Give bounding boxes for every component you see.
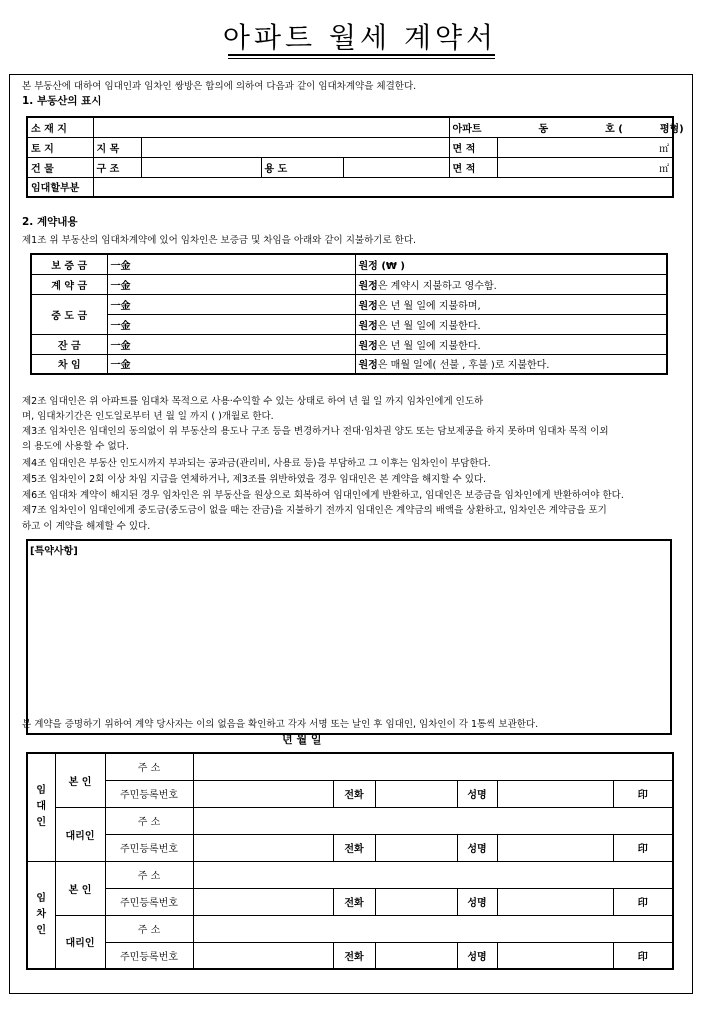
- lessor-agent-seal[interactable]: 印: [613, 834, 673, 861]
- lessor-self-seal[interactable]: 印: [613, 780, 673, 807]
- special-terms-box[interactable]: [26, 539, 672, 735]
- rent-tail-text: 은 매월 일에( 선불 , 후불 )로 지불한다.: [377, 360, 550, 372]
- middle2-amount-field[interactable]: [107, 314, 355, 334]
- lessee-self-phone-field[interactable]: [375, 888, 457, 915]
- rent-won: 원정: [358, 360, 378, 372]
- balance-tail: [355, 334, 667, 354]
- structure-label: 구 조: [93, 157, 141, 177]
- apartment-field[interactable]: [449, 117, 684, 137]
- location-label: 소 재 지: [27, 117, 93, 137]
- middle1-amount-field[interactable]: [107, 294, 355, 314]
- lessor-self-label: 본 인: [55, 753, 105, 807]
- article-7-line-2: 하고 이 계약을 해제할 수 있다.: [22, 521, 151, 532]
- deposit-tail-text: (₩ ): [381, 260, 405, 272]
- contract-date: 년 월 일: [282, 733, 322, 746]
- lessee-self-seal[interactable]: 印: [613, 888, 673, 915]
- middle1-tail: [355, 294, 667, 314]
- location-field[interactable]: [93, 117, 449, 137]
- section-1-heading: 1. 부동산의 표시: [22, 95, 102, 107]
- land-label: 토 지: [27, 137, 93, 157]
- rent-amount-field[interactable]: [107, 354, 355, 374]
- building-area-field[interactable]: [497, 157, 673, 177]
- deposit-tail[interactable]: [355, 254, 667, 274]
- use-field[interactable]: [343, 157, 449, 177]
- contract-amount-field[interactable]: [107, 274, 355, 294]
- middle-label: 중 도 금: [31, 294, 107, 334]
- lessee-agent-seal[interactable]: 印: [613, 942, 673, 969]
- lessee-agent-phone-field[interactable]: [375, 942, 457, 969]
- middle2-tail: [355, 314, 667, 334]
- contract-geum: 一金: [110, 280, 131, 292]
- article-3-line-1: 제3조 임차인은 임대인의 동의없이 위 부동산의 용도나 구조 등을 변경하거나 전대·임차권 양도 또는 담보제공을 하지 못하며 임대차 목적 이외: [22, 426, 609, 437]
- middle2-geum: 一金: [110, 320, 131, 332]
- lessee-self-id-label: 주민등록번호: [105, 888, 193, 915]
- parties-table: [26, 752, 674, 970]
- article-2-line-1: 제2조 임대인은 위 아파트를 임대차 목적으로 사용·수익할 수 있는 상태로 하여 년 월 일 까지 임차인에게 인도하: [22, 396, 484, 407]
- contract-tail-text: 은 계약시 지불하고 영수함.: [377, 280, 497, 292]
- lessor-self-phone-field[interactable]: [375, 780, 457, 807]
- lessee-label: 임 차 인: [27, 861, 55, 969]
- ho-label: 호 (: [605, 123, 623, 135]
- lessor-agent-name-field[interactable]: [497, 834, 613, 861]
- article-6: 제6조 임대차 계약이 해지된 경우 임차인은 위 부동산을 원상으로 회복하여 임대인에게 반환하고, 임대인은 보증금을 임차인에게 반환하여야 한다.: [22, 490, 624, 501]
- article-3-line-2: 의 용도에 사용할 수 없다.: [22, 441, 129, 452]
- lessor-agent-address-field[interactable]: [193, 807, 673, 834]
- lessee-agent-name-field[interactable]: [497, 942, 613, 969]
- lease-part-label: 임대할부분: [27, 177, 93, 197]
- lessee-agent-label: 대리인: [55, 915, 105, 969]
- lessor-agent-address-label: 주 소: [105, 807, 193, 834]
- article-5: 제5조 임차인이 2회 이상 차임 지급을 연체하거나, 제3조를 위반하였을 경우 임대인은 본 계약을 해지할 수 있다.: [22, 474, 487, 485]
- lessee-self-label: 본 인: [55, 861, 105, 915]
- middle2-tail-text: 은 년 월 일에 지불한다.: [377, 320, 481, 332]
- land-area-field[interactable]: [497, 137, 673, 157]
- lessor-label: 임 대 인: [27, 753, 55, 861]
- property-table: [26, 116, 684, 198]
- article-1: 제1조 위 부동산의 임대차계약에 있어 임차인은 보증금 및 차임을 아래와 같이 지불하기로 한다.: [22, 235, 417, 246]
- article-2-line-2: 며, 임대차기간은 인도일로부터 년 월 일 까지 ( )개월로 한다.: [22, 411, 274, 422]
- contract-tail: [355, 274, 667, 294]
- special-terms-label: [특약사항]: [30, 546, 78, 557]
- deposit-geum: 一金: [110, 260, 131, 272]
- lessor-agent-label: 대리인: [55, 807, 105, 861]
- rent-geum: 一金: [110, 360, 131, 372]
- lessee-self-address-label: 주 소: [105, 861, 193, 888]
- lessor-self-phone-label: 전화: [333, 780, 375, 807]
- building-area-label: 면 적: [449, 157, 497, 177]
- apartment-label: 아파트: [452, 123, 482, 135]
- lessee-agent-name-label: 성명: [457, 942, 497, 969]
- lessor-agent-phone-label: 전화: [333, 834, 375, 861]
- dong-label: 동: [538, 123, 549, 135]
- lessee-agent-phone-label: 전화: [333, 942, 375, 969]
- land-area-unit: ㎡: [659, 143, 670, 155]
- contract-won: 원정: [358, 280, 378, 292]
- structure-field[interactable]: [141, 157, 261, 177]
- balance-won: 원정: [358, 340, 378, 352]
- use-label: 용 도: [261, 157, 343, 177]
- section-2-heading: 2. 계약내용: [22, 216, 78, 228]
- lessee-self-name-label: 성명: [457, 888, 497, 915]
- article-7-line-1: 제7조 임차인이 임대인에게 중도금(중도금이 없을 때는 잔금)을 지불하기 전까지 임대인은 계약금의 배액을 상환하고, 임차인은 계약금을 포기: [22, 505, 607, 516]
- lease-part-field[interactable]: [93, 177, 673, 197]
- deposit-won: 원정: [358, 260, 378, 272]
- lessor-self-id-label: 주민등록번호: [105, 780, 193, 807]
- middle1-tail-text: 은 년 월 일에 지불하며,: [377, 300, 481, 312]
- land-area-label: 면 적: [449, 137, 497, 157]
- lessee-agent-address-field[interactable]: [193, 915, 673, 942]
- title-underline: [228, 54, 495, 56]
- middle1-geum: 一金: [110, 300, 131, 312]
- lessee-agent-id-label: 주민등록번호: [105, 942, 193, 969]
- lessor-self-name-label: 성명: [457, 780, 497, 807]
- lessor-self-address-label: 주 소: [105, 753, 193, 780]
- contract-label: 계 약 금: [31, 274, 107, 294]
- lessor-agent-phone-field[interactable]: [375, 834, 457, 861]
- balance-amount-field[interactable]: [107, 334, 355, 354]
- middle1-won: 원정: [358, 300, 378, 312]
- title-underline-2: [228, 58, 495, 59]
- lessee-agent-id-field[interactable]: [193, 942, 333, 969]
- balance-label: 잔 금: [31, 334, 107, 354]
- rent-tail: [355, 354, 667, 374]
- middle2-won: 원정: [358, 320, 378, 332]
- deposit-label: 보 증 금: [31, 254, 107, 274]
- rent-label: 차 임: [31, 354, 107, 374]
- lessor-self-id-field[interactable]: [193, 780, 333, 807]
- balance-tail-text: 은 년 월 일에 지불한다.: [377, 340, 481, 352]
- lessee-self-phone-label: 전화: [333, 888, 375, 915]
- intro-text: 본 부동산에 대하여 임대인과 임차인 쌍방은 합의에 의하여 다음과 같이 임대차계약을 체결한다.: [22, 81, 417, 92]
- lessor-agent-id-label: 주민등록번호: [105, 834, 193, 861]
- balance-geum: 一金: [110, 340, 131, 352]
- closing-text: 본 계약을 증명하기 위하여 계약 당사자는 이의 없음을 확인하고 각자 서명 또는 날인 후 임대인, 임차인이 각 1통씩 보관한다.: [22, 719, 539, 730]
- pyeong-label: 평형): [659, 123, 684, 135]
- lessor-self-name-field[interactable]: [497, 780, 613, 807]
- deposit-amount-field[interactable]: [107, 254, 355, 274]
- article-4: 제4조 임대인은 부동산 인도시까지 부과되는 공과금(관리비, 사용료 등)을 부담하고 그 이후는 임차인이 부담한다.: [22, 458, 491, 469]
- document-title: 아파트 월세 계약서: [222, 21, 498, 54]
- lessee-self-name-field[interactable]: [497, 888, 613, 915]
- lessee-agent-address-label: 주 소: [105, 915, 193, 942]
- lessor-self-address-field[interactable]: [193, 753, 673, 780]
- land-jimok-label: 지 목: [93, 137, 141, 157]
- land-jimok-field[interactable]: [141, 137, 449, 157]
- building-label: 건 물: [27, 157, 93, 177]
- lessee-self-id-field[interactable]: [193, 888, 333, 915]
- lessor-agent-id-field[interactable]: [193, 834, 333, 861]
- building-area-unit: ㎡: [659, 163, 670, 175]
- lessee-self-address-field[interactable]: [193, 861, 673, 888]
- payment-table: [30, 253, 668, 375]
- lessor-agent-name-label: 성명: [457, 834, 497, 861]
